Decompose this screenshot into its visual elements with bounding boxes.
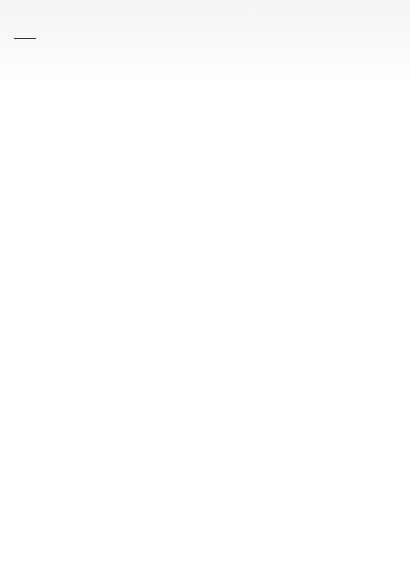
corner-rule (14, 38, 36, 39)
bleed-through-text (60, 30, 400, 80)
